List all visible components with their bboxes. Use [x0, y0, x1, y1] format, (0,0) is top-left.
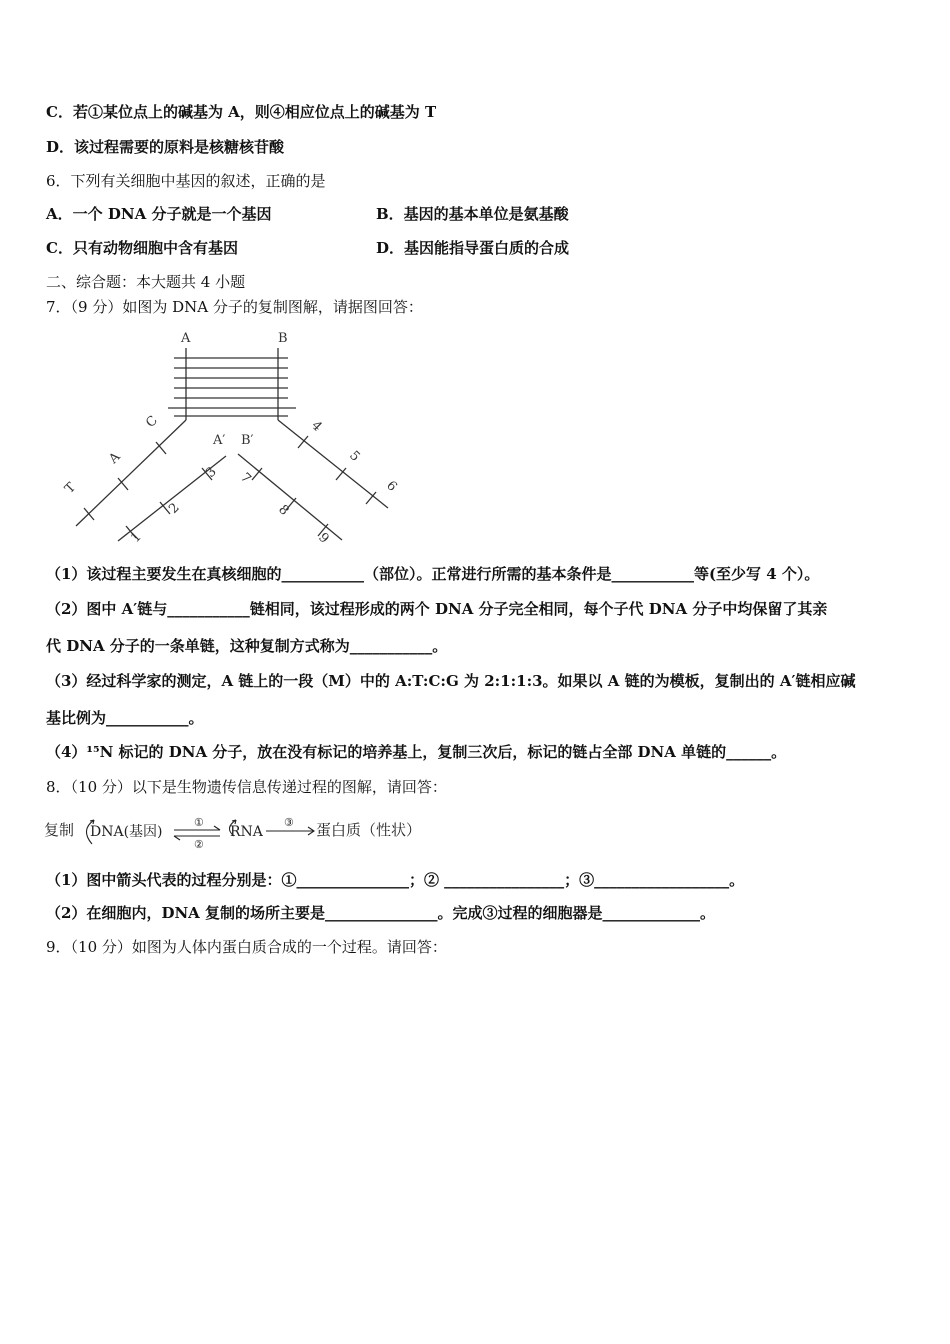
label-dna: DNA(基因) — [90, 824, 163, 840]
q7-sub3-line2: 基比例为___________。 — [46, 709, 204, 727]
label-5: 5 — [346, 448, 363, 465]
label-3: 3 — [203, 464, 220, 481]
q7-stem: 7．（9 分）如图为 DNA 分子的复制图解，请据图回答： — [46, 298, 423, 316]
q7-sub3-line1: （3）经过科学家的测定，A 链上的一段（M）中的 A:T:C:G 为 2:1:1:3。如果以 A 链的为模板，复制出的 A′链相应碱 — [46, 672, 856, 690]
label-4: 4 — [308, 418, 325, 435]
q8-sub1: （1）图中箭头代表的过程分别是：①_______________；② ________________；③__________________。 — [46, 871, 745, 889]
label-2: 2 — [166, 500, 183, 517]
label-arrow3: ③ — [284, 816, 294, 829]
label-arrow2: ② — [194, 838, 204, 850]
q9-stem: 9．（10 分）如图为人体内蛋白质合成的一个过程。请回答： — [46, 938, 447, 956]
genetic-info-flow-diagram — [44, 814, 444, 850]
label-T: T — [62, 480, 79, 497]
q7-sub2-line2: 代 DNA 分子的一条单链，这种复制方式称为___________。 — [46, 637, 448, 655]
label-1: 1 — [128, 529, 145, 546]
q7-sub2-line1: （2）图中 A′链与___________链相同，该过程形成的两个 DNA 分子完全相同，每个子代 DNA 分子中均保留了其亲 — [46, 600, 828, 618]
label-rna: RNA — [230, 824, 263, 840]
label-6: 6 — [383, 478, 400, 495]
q6-option-d: D．基因能指导蛋白质的合成 — [376, 239, 570, 257]
q5-option-c: C．若①某位点上的碱基为 A，则④相应位点上的碱基为 T — [46, 103, 437, 121]
q8-sub2: （2）在细胞内，DNA 复制的场所主要是_______________。完成③过程的细胞器是_____________。 — [46, 904, 716, 922]
q6-stem: 6．下列有关细胞中基因的叙述，正确的是 — [46, 172, 326, 190]
section-heading: 二、综合题：本大题共 4 小题 — [46, 273, 246, 291]
label-C: C — [143, 413, 161, 431]
q6-option-a: A．一个 DNA 分子就是一个基因 — [46, 205, 272, 223]
q5-option-d: D．该过程需要的原料是核糖核苷酸 — [46, 138, 285, 156]
label-A-prime: A′ — [213, 433, 226, 448]
q7-sub4: （4）¹⁵N 标记的 DNA 分子，放在没有标记的培养基上，复制三次后，标记的链占全部 DNA 单链的______。 — [46, 743, 787, 761]
label-7: 7 — [237, 470, 254, 487]
dna-replication-diagram — [56, 328, 416, 553]
label-arrow1: ① — [194, 816, 204, 829]
label-B-prime: B′ — [241, 433, 254, 448]
q7-sub1: （1）该过程主要发生在真核细胞的___________（部位）。正常进行所需的基本条件是___________等(至少写 4 个）。 — [46, 565, 820, 583]
label-9: 9 — [315, 530, 332, 547]
label-A2: A — [106, 449, 124, 467]
label-protein: 蛋白质（性状） — [316, 821, 422, 839]
label-copy: 复制 — [44, 821, 75, 839]
q8-stem: 8．（10 分）以下是生物遗传信息传递过程的图解，请回答： — [46, 778, 447, 796]
label-A: A — [181, 331, 191, 346]
label-8: 8 — [275, 502, 292, 519]
q6-option-b: B．基因的基本单位是氨基酸 — [376, 205, 569, 223]
q6-option-c: C．只有动物细胞中含有基因 — [46, 239, 238, 257]
label-B: B — [278, 331, 288, 346]
